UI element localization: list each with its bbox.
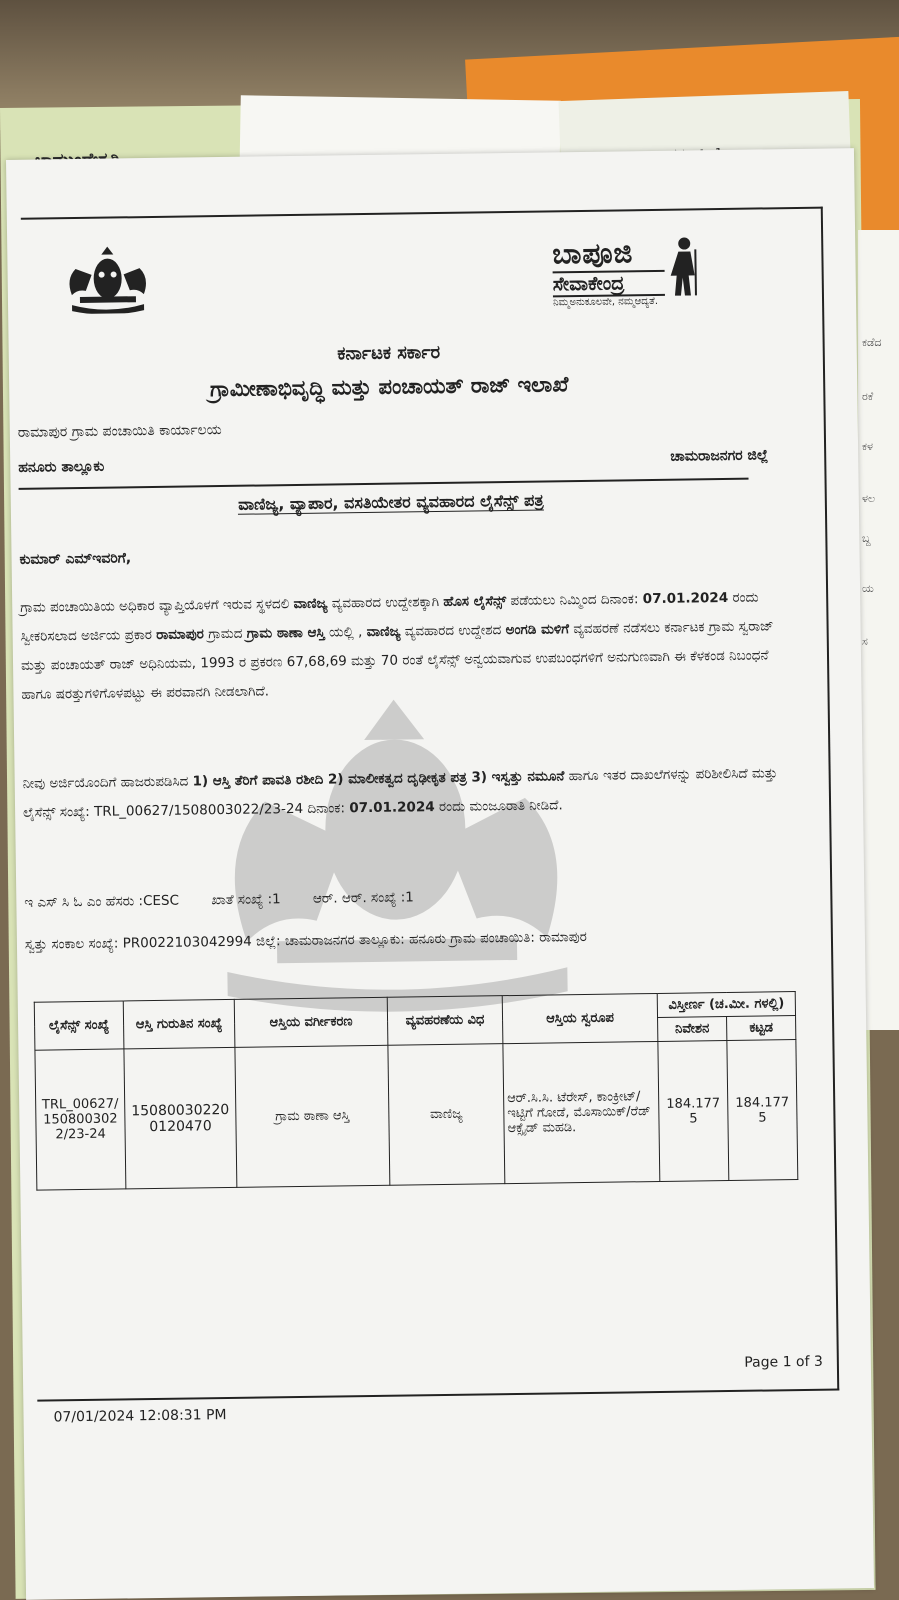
logo-tagline: ನಿಮ್ಮಅನುಕೂಲವೇ, ನಮ್ಮಆದ್ಯತೆ.: [552, 295, 659, 309]
watermark-emblem-icon: [203, 677, 588, 1022]
license-table: [34, 991, 799, 1191]
strip-fragment: ರಕೆ: [862, 390, 874, 403]
account-number: ಖಾತೆ ಸಂಖ್ಯೆ :1: [211, 891, 281, 909]
strip-fragment: ಸ: [862, 635, 868, 648]
para1-part-bold: ವಾಣಿಜ್ಯ: [366, 623, 401, 641]
bapuji-seva-kendra-logo: [552, 235, 703, 327]
table-row: [35, 1040, 798, 1191]
district-name: ಚಾಮರಾಜನಗರ ಜಿಲ್ಲೆ: [670, 447, 769, 465]
para1-part: ಯಲ್ಲಿ ,: [324, 624, 367, 641]
cell-building-area: 184.1775: [727, 1040, 798, 1181]
karnataka-emblem-icon: [57, 238, 158, 314]
strip-fragment: ಬ್ದ: [862, 532, 871, 545]
taluk-name: ಹನೂರು ತಾಲ್ಲೂಕು: [18, 458, 105, 476]
license-document: [6, 148, 874, 1600]
th-classification: ಆಸ್ತಿಯ ವರ್ಗೀಕರಣ: [234, 997, 388, 1047]
para1-part: ವ್ಯವಹರಣೆ ನಡೆಸಲು ಕರ್ನಾಟಕ ಗ್ರಾಮ ಸ್ವರಾಜ್ ಮತ್ತು ಪಂಚಾಯತ್ ರಾಜ್ ಅಧಿನಿಯಮ, 1993 ರ ಪ್ರಕರಣ 67,68,69 ಮತ್ತು 70 ರಂತೆ ಲೈಸೆನ್ಸ್ ಅನ್ವಯವಾಗುವ ಉಪಬಂಧಗಳಿಗೆ ಅನುಗುಣವಾಗಿ ಈ ಕೆಳಕಂಡ ನಿಬಂಧನೆ ಹಾಗೂ ಷರತ್ತುಗಳಿಗೊಳಪಟ್ಟು ಈ ಪರವಾನಗಿ ನೀಡಲಾಗಿದೆ.: [20, 618, 774, 703]
page-number: Page 1 of 3: [744, 1353, 823, 1371]
cell-trade-type: ವಾಣಿಜ್ಯ: [388, 1044, 505, 1186]
strip-fragment: ಕಳ: [862, 440, 873, 453]
para1-part: ವ್ಯವಹಾರದ ಉದ್ದೇಶದ: [400, 622, 506, 640]
th-license-no: ಲೈಸೆನ್ಸ್ ಸಂಖ್ಯೆ: [34, 1001, 124, 1050]
para2-part: ರಂದು ಮಂಜೂರಾತಿ ನೀಡಿದೆ.: [434, 797, 563, 816]
government-title: ಕರ್ನಾಟಕ ಸರ್ಕಾರ: [337, 341, 441, 365]
cell-property-id: 150800302200120470: [124, 1047, 237, 1189]
th-property-id: ಆಸ್ತಿ ಗುರುತಿನ ಸಂಖ್ಯೆ: [123, 999, 235, 1049]
th-nature: ಆಸ್ತಿಯ ಸ್ವರೂಪ: [502, 993, 658, 1043]
license-title-text: ವಾಣಿಜ್ಯ, ವ್ಯಾಪಾರ, ವಸತಿಯೇತರ ವ್ಯವಹಾರದ ಲೈಸೆನ್ಸ್ ಪತ್ರ: [237, 490, 544, 514]
para2-part: ನೀವು ಅರ್ಜಿಯೊಂದಿಗೆ ಹಾಜರುಪಡಿಸಿದ: [22, 773, 193, 792]
cell-classification: ಗ್ರಾಮ ಠಾಣಾ ಆಸ್ತಿ: [235, 1045, 390, 1187]
para1-part-bold: ವಾಣಿಜ್ಯ: [293, 595, 328, 613]
para1-part-bold: 07.01.2024: [642, 589, 729, 608]
th-building: ಕಟ್ಟಡ: [727, 1016, 796, 1041]
para1-part: ರಂದು ಸ್ವೀಕರಿಸಲಾದ ಅರ್ಜಿಯ ಪ್ರಕಾರ: [20, 589, 759, 645]
para1-part-bold: ಹೊಸ ಲೈಸೆನ್ಸ್: [443, 593, 507, 610]
th-area: ವಿಸ್ತೀರ್ಣ (ಚ.ಮೀ. ಗಳಲ್ಲಿ): [657, 992, 795, 1018]
para2-part-bold: 07.01.2024: [349, 799, 435, 817]
print-timestamp: 07/01/2024 12:08:31 PM: [53, 1407, 227, 1426]
cell-license-no: TRL_00627/1508003022/23-24: [35, 1049, 126, 1190]
panchayat-office: ರಾಮಾಪುರ ಗ್ರಾಮ ಪಂಚಾಯಿತಿ ಕಾರ್ಯಾಲಯ: [17, 422, 222, 441]
th-site: ನಿವೇಶನ: [658, 1017, 727, 1042]
gandhi-figure-icon: [664, 235, 705, 298]
para2-part: ಹಾಗೂ ಇತರ ದಾಖಲೆಗಳನ್ನು ಪರಿಶೀಲಿಸಿದೆ ಮತ್ತು ಲೈಸೆನ್ಸ್ ಸಂಖ್ಯೆ: TRL_00627/1508003022/23-24 ದಿನಾಂಕ:: [23, 765, 778, 821]
logo-line1: ಬಾಪೂಜಿ: [552, 236, 634, 271]
para1-part-bold: ಗ್ರಾಮ ಠಾಣಾ ಆಸ್ತಿ: [246, 624, 325, 642]
para1-part-bold: ರಾಮಾಪುರ: [156, 626, 205, 643]
para1-part: ಗ್ರಾಮದ: [203, 625, 247, 643]
cell-site-area: 184.1775: [658, 1041, 729, 1182]
strip-fragment: ಯ: [862, 582, 874, 595]
para1-part-bold: ಅಂಗಡಿ ಮಳಿಗೆ: [505, 621, 570, 639]
strip-fragment: ಳಲ: [862, 492, 876, 505]
cesc-name: ಇ ಎಸ್ ಸಿ ಓ ಎಂ ಹೆಸರು :CESC: [24, 892, 180, 911]
para1-part: ವ್ಯವಹಾರದ ಉದ್ದೇಶಕ್ಕಾಗಿ: [327, 593, 444, 612]
para1-part: ಪಡೆಯಲು ನಿಮ್ಮಿಂದ ದಿನಾಂಕ:: [506, 591, 643, 610]
logo-line2: ಸೇವಾಕೇಂದ್ರ: [553, 270, 665, 298]
cell-nature: ಆರ್.ಸಿ.ಸಿ. ಟೆರೇಸ್, ಕಾಂಕ್ರೀಟ್/ಇಟ್ಟಿಗೆ ಗೋಡೆ, ಮೊಸಾಯಿಕ್/ರೆಡ್ ಆಕ್ಸೈಡ್ ಮಹಡಿ.: [503, 1041, 660, 1183]
strip-fragment: ಕಡೆದ: [862, 336, 882, 349]
department-title: ಗ್ರಾಮೀಣಾಭಿವೃದ್ಧಿ ಮತ್ತು ಪಂಚಾಯತ್ ರಾಜ್ ಇಲಾಖೆ: [209, 372, 569, 402]
th-trade-type: ವ್ಯವಹರಣೆಯ ವಿಧ: [387, 996, 503, 1046]
license-paragraph-1: [20, 583, 792, 710]
property-record-line: ಸ್ವತ್ತು ಸಂಕಾಲ ಸಂಖ್ಯೆ: PR0022103042994 ಜಿಲ್ಲೆ: ಚಾಮರಾಜನಗರ ತಾಲ್ಲೂಕು: ಹನೂರು ಗ್ರಾಮ ಪಂಚಾಯಿತಿ: ರಾಮಾಪುರ: [24, 928, 587, 953]
para1-part: ಗ್ರಾಮ ಪಂಚಾಯಿತಿಯ ಅಧಿಕಾರ ವ್ಯಾಪ್ತಿಯೊಳಗೆ ಇರುವ ಸ್ಥಳದಲಿ: [20, 596, 294, 616]
para2-part-bold: 1) ಆಸ್ತಿ ತೆರಿಗೆ ಪಾವತಿ ರಶೀದಿ 2) ಮಾಲೀಕತ್ವದ ದೃಢೀಕೃತ ಪತ್ರ 3) ಇಸ್ವತ್ತು ನಮೂನೆ: [192, 768, 565, 790]
rr-number: ಆರ್. ಆರ್. ಸಂಖ್ಯೆ :1: [312, 889, 414, 907]
addressee: ಕುಮಾರ್ ಎಮ್‌ಇವರಿಗೆ,: [19, 550, 132, 568]
license-paragraph-2: [23, 759, 794, 828]
